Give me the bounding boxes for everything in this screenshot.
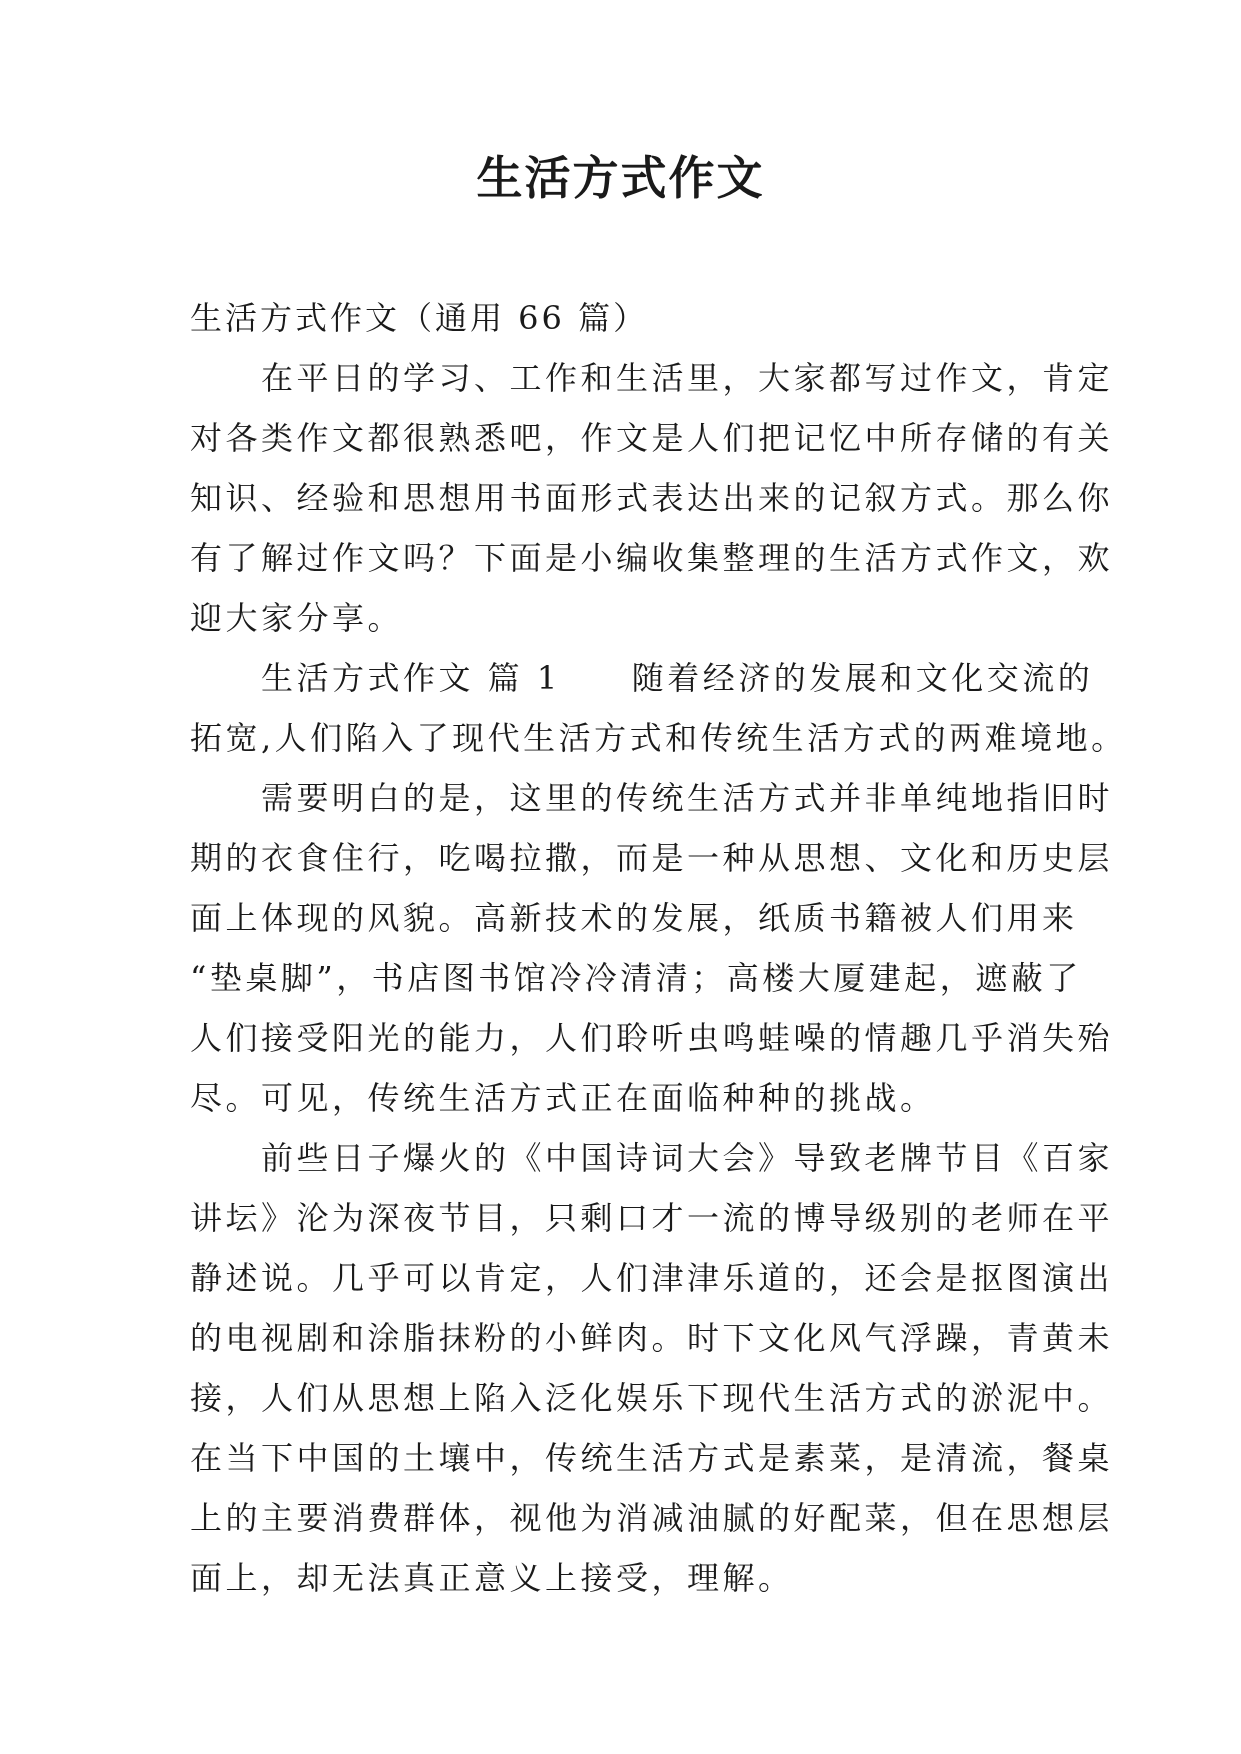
body-line: 接，人们从思想上陷入泛化娱乐下现代生活方式的淤泥中。 xyxy=(190,1379,1114,1417)
body-line: 面上体现的风貌。高新技术的发展，纸质书籍被人们用来 xyxy=(190,899,1078,937)
body-line: 需要明白的是，这里的传统生活方式并非单纯地指旧时 xyxy=(190,779,1114,817)
body-line: 有了解过作文吗？下面是小编收集整理的生活方式作文，欢 xyxy=(190,539,1114,577)
document-subtitle: 生活方式作文（通用 66 篇） xyxy=(190,299,649,337)
body-line: 知识、经验和思想用书面形式表达出来的记叙方式。那么你 xyxy=(190,479,1114,517)
body-line: 面上，却无法真正意义上接受，理解。 xyxy=(190,1559,794,1597)
body-line: 在当下中国的土壤中，传统生活方式是素菜，是清流，餐桌 xyxy=(190,1439,1114,1477)
body-line: 拓宽,人们陷入了现代生活方式和传统生活方式的两难境地。 xyxy=(190,719,1127,757)
section-heading-line: 生活方式作文 篇 1 随着经济的发展和文化交流的 xyxy=(190,659,1094,697)
body-line: 的电视剧和涂脂抹粉的小鲜肉。时下文化风气浮躁，青黄未 xyxy=(190,1319,1114,1357)
body-line: 前些日子爆火的《中国诗词大会》导致老牌节目《百家 xyxy=(190,1139,1114,1177)
body-line: 上的主要消费群体，视他为消减油腻的好配菜，但在思想层 xyxy=(190,1499,1114,1537)
body-line: 对各类作文都很熟悉吧，作文是人们把记忆中所存储的有关 xyxy=(190,419,1114,457)
document-body xyxy=(190,288,1127,1608)
body-line: 迎大家分享。 xyxy=(190,599,404,637)
body-line: “垫桌脚”，书店图书馆冷冷清清；高楼大厦建起，遮蔽了 xyxy=(190,959,1082,997)
body-line: 期的衣食住行，吃喝拉撒，而是一种从思想、文化和历史层 xyxy=(190,839,1114,877)
body-line: 在平日的学习、工作和生活里，大家都写过作文，肯定 xyxy=(190,359,1114,397)
body-line: 人们接受阳光的能力，人们聆听虫鸣蛙噪的情趣几乎消失殆 xyxy=(190,1019,1114,1057)
body-line: 尽。可见，传统生活方式正在面临种种的挑战。 xyxy=(190,1079,936,1117)
body-line: 讲坛》沦为深夜节目，只剩口才一流的博导级别的老师在平 xyxy=(190,1199,1114,1237)
body-line: 静述说。几乎可以肯定，人们津津乐道的，还会是抠图演出 xyxy=(190,1259,1114,1297)
document-title: 生活方式作文 xyxy=(476,151,765,205)
